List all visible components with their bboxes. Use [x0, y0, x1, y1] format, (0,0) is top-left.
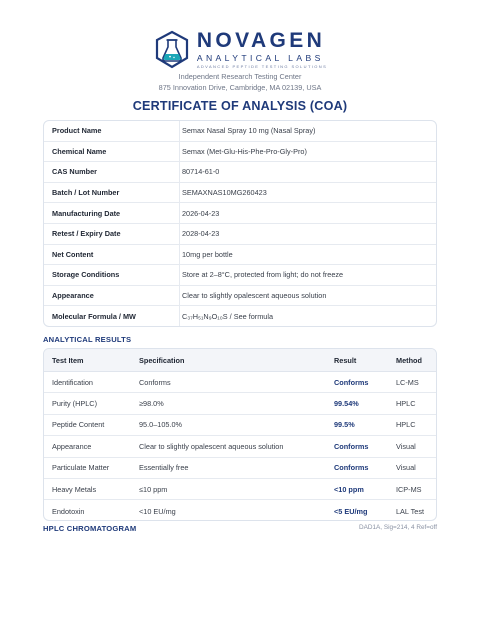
info-value: Semax Nasal Spray 10 mg (Nasal Spray): [182, 126, 316, 136]
test-item: Endotoxin: [52, 506, 85, 516]
column-header-method: Method: [396, 355, 422, 365]
test-item: Identification: [52, 377, 93, 387]
table-row: [44, 372, 436, 393]
info-value: Clear to slightly opalescent aqueous solution: [182, 291, 327, 301]
analytical-results-table: [43, 348, 437, 521]
result: Conforms: [334, 441, 369, 451]
table-row: [44, 436, 436, 457]
info-value: 80714-61-0: [182, 167, 220, 177]
specification: 95.0–105.0%: [139, 420, 183, 430]
info-value: Semax (Met-Glu-His-Phe-Pro-Gly-Pro): [182, 146, 307, 156]
analytical-results-heading: ANALYTICAL RESULTS: [43, 335, 132, 344]
org-address: 875 Innovation Drive, Cambridge, MA 02139, USA: [158, 83, 322, 92]
column-header-test-item: Test Item: [52, 355, 84, 365]
logo-subtitle: ANALYTICAL LABS: [196, 53, 324, 63]
org-name: Independent Research Testing Center: [178, 72, 302, 81]
method: ICP-MS: [396, 484, 422, 494]
method: LC-MS: [396, 377, 419, 387]
logo-name: NOVAGEN: [196, 29, 326, 52]
method: HPLC: [396, 399, 416, 409]
info-value: SEMAXNAS10MG260423: [182, 188, 267, 198]
info-label: Manufacturing Date: [44, 203, 180, 223]
info-row: [44, 286, 436, 307]
info-row: [44, 162, 436, 183]
specification: ≤10 ppm: [139, 484, 168, 494]
result: 99.54%: [334, 399, 359, 409]
test-item: Particulate Matter: [52, 463, 110, 473]
specification: ≥98.0%: [139, 399, 164, 409]
info-label: Chemical Name: [44, 142, 180, 162]
result: Conforms: [334, 463, 369, 473]
chromatogram-signal-note: DAD1A, Sig=214, 4 Ref=off: [358, 524, 437, 531]
specification: Conforms: [139, 377, 171, 387]
info-label: Molecular Formula / MW: [44, 306, 180, 327]
info-row: [44, 245, 436, 266]
method: Visual: [396, 463, 416, 473]
test-item: Peptide Content: [52, 420, 105, 430]
info-label: Appearance: [44, 286, 180, 306]
column-header-specification: Specification: [139, 355, 185, 365]
table-header-row: [44, 349, 436, 372]
result: 99.5%: [334, 420, 355, 430]
info-row: [44, 121, 436, 142]
info-label: Retest / Expiry Date: [44, 224, 180, 244]
method: LAL Test: [396, 506, 424, 516]
test-item: Heavy Metals: [52, 484, 97, 494]
column-header-result: Result: [334, 355, 357, 365]
info-value: Store at 2–8°C, protected from light; do not freeze: [182, 270, 344, 280]
table-row: [44, 500, 436, 521]
info-row: [44, 265, 436, 286]
info-label: Net Content: [44, 245, 180, 265]
specification: Essentially free: [139, 463, 189, 473]
info-value: C₃₇H₅₁N₉O₁₀S / See formula: [182, 312, 274, 322]
info-label: CAS Number: [44, 162, 180, 182]
test-item: Appearance: [52, 441, 92, 451]
hplc-chromatogram-heading: HPLC CHROMATOGRAM: [43, 524, 137, 533]
document-title: CERTIFICATE OF ANALYSIS (COA): [132, 99, 348, 113]
result: <5 EU/mg: [334, 506, 368, 516]
table-row: [44, 415, 436, 436]
result: Conforms: [334, 377, 369, 387]
logo-tagline: ADVANCED PEPTIDE TESTING SOLUTIONS: [196, 64, 328, 69]
info-row: [44, 142, 436, 163]
table-row: [44, 458, 436, 479]
specification: <10 EU/mg: [139, 506, 176, 516]
result: <10 ppm: [334, 484, 364, 494]
info-label: Product Name: [44, 121, 180, 141]
info-value: 2028-04-23: [182, 229, 220, 239]
info-label: Storage Conditions: [44, 265, 180, 285]
info-row: [44, 306, 436, 327]
test-item: Purity (HPLC): [52, 399, 98, 409]
product-info-table: [43, 120, 437, 327]
flask-icon: [153, 30, 191, 70]
specification: Clear to slightly opalescent aqueous solution: [139, 441, 284, 451]
method: Visual: [396, 441, 416, 451]
method: HPLC: [396, 420, 416, 430]
info-value: 10mg per bottle: [182, 249, 233, 259]
info-label: Batch / Lot Number: [44, 183, 180, 203]
table-row: [44, 393, 436, 414]
lab-logo: [0, 30, 480, 70]
info-row: [44, 224, 436, 245]
info-row: [44, 203, 436, 224]
info-value: 2026-04-23: [182, 208, 220, 218]
info-row: [44, 183, 436, 204]
table-row: [44, 479, 436, 500]
